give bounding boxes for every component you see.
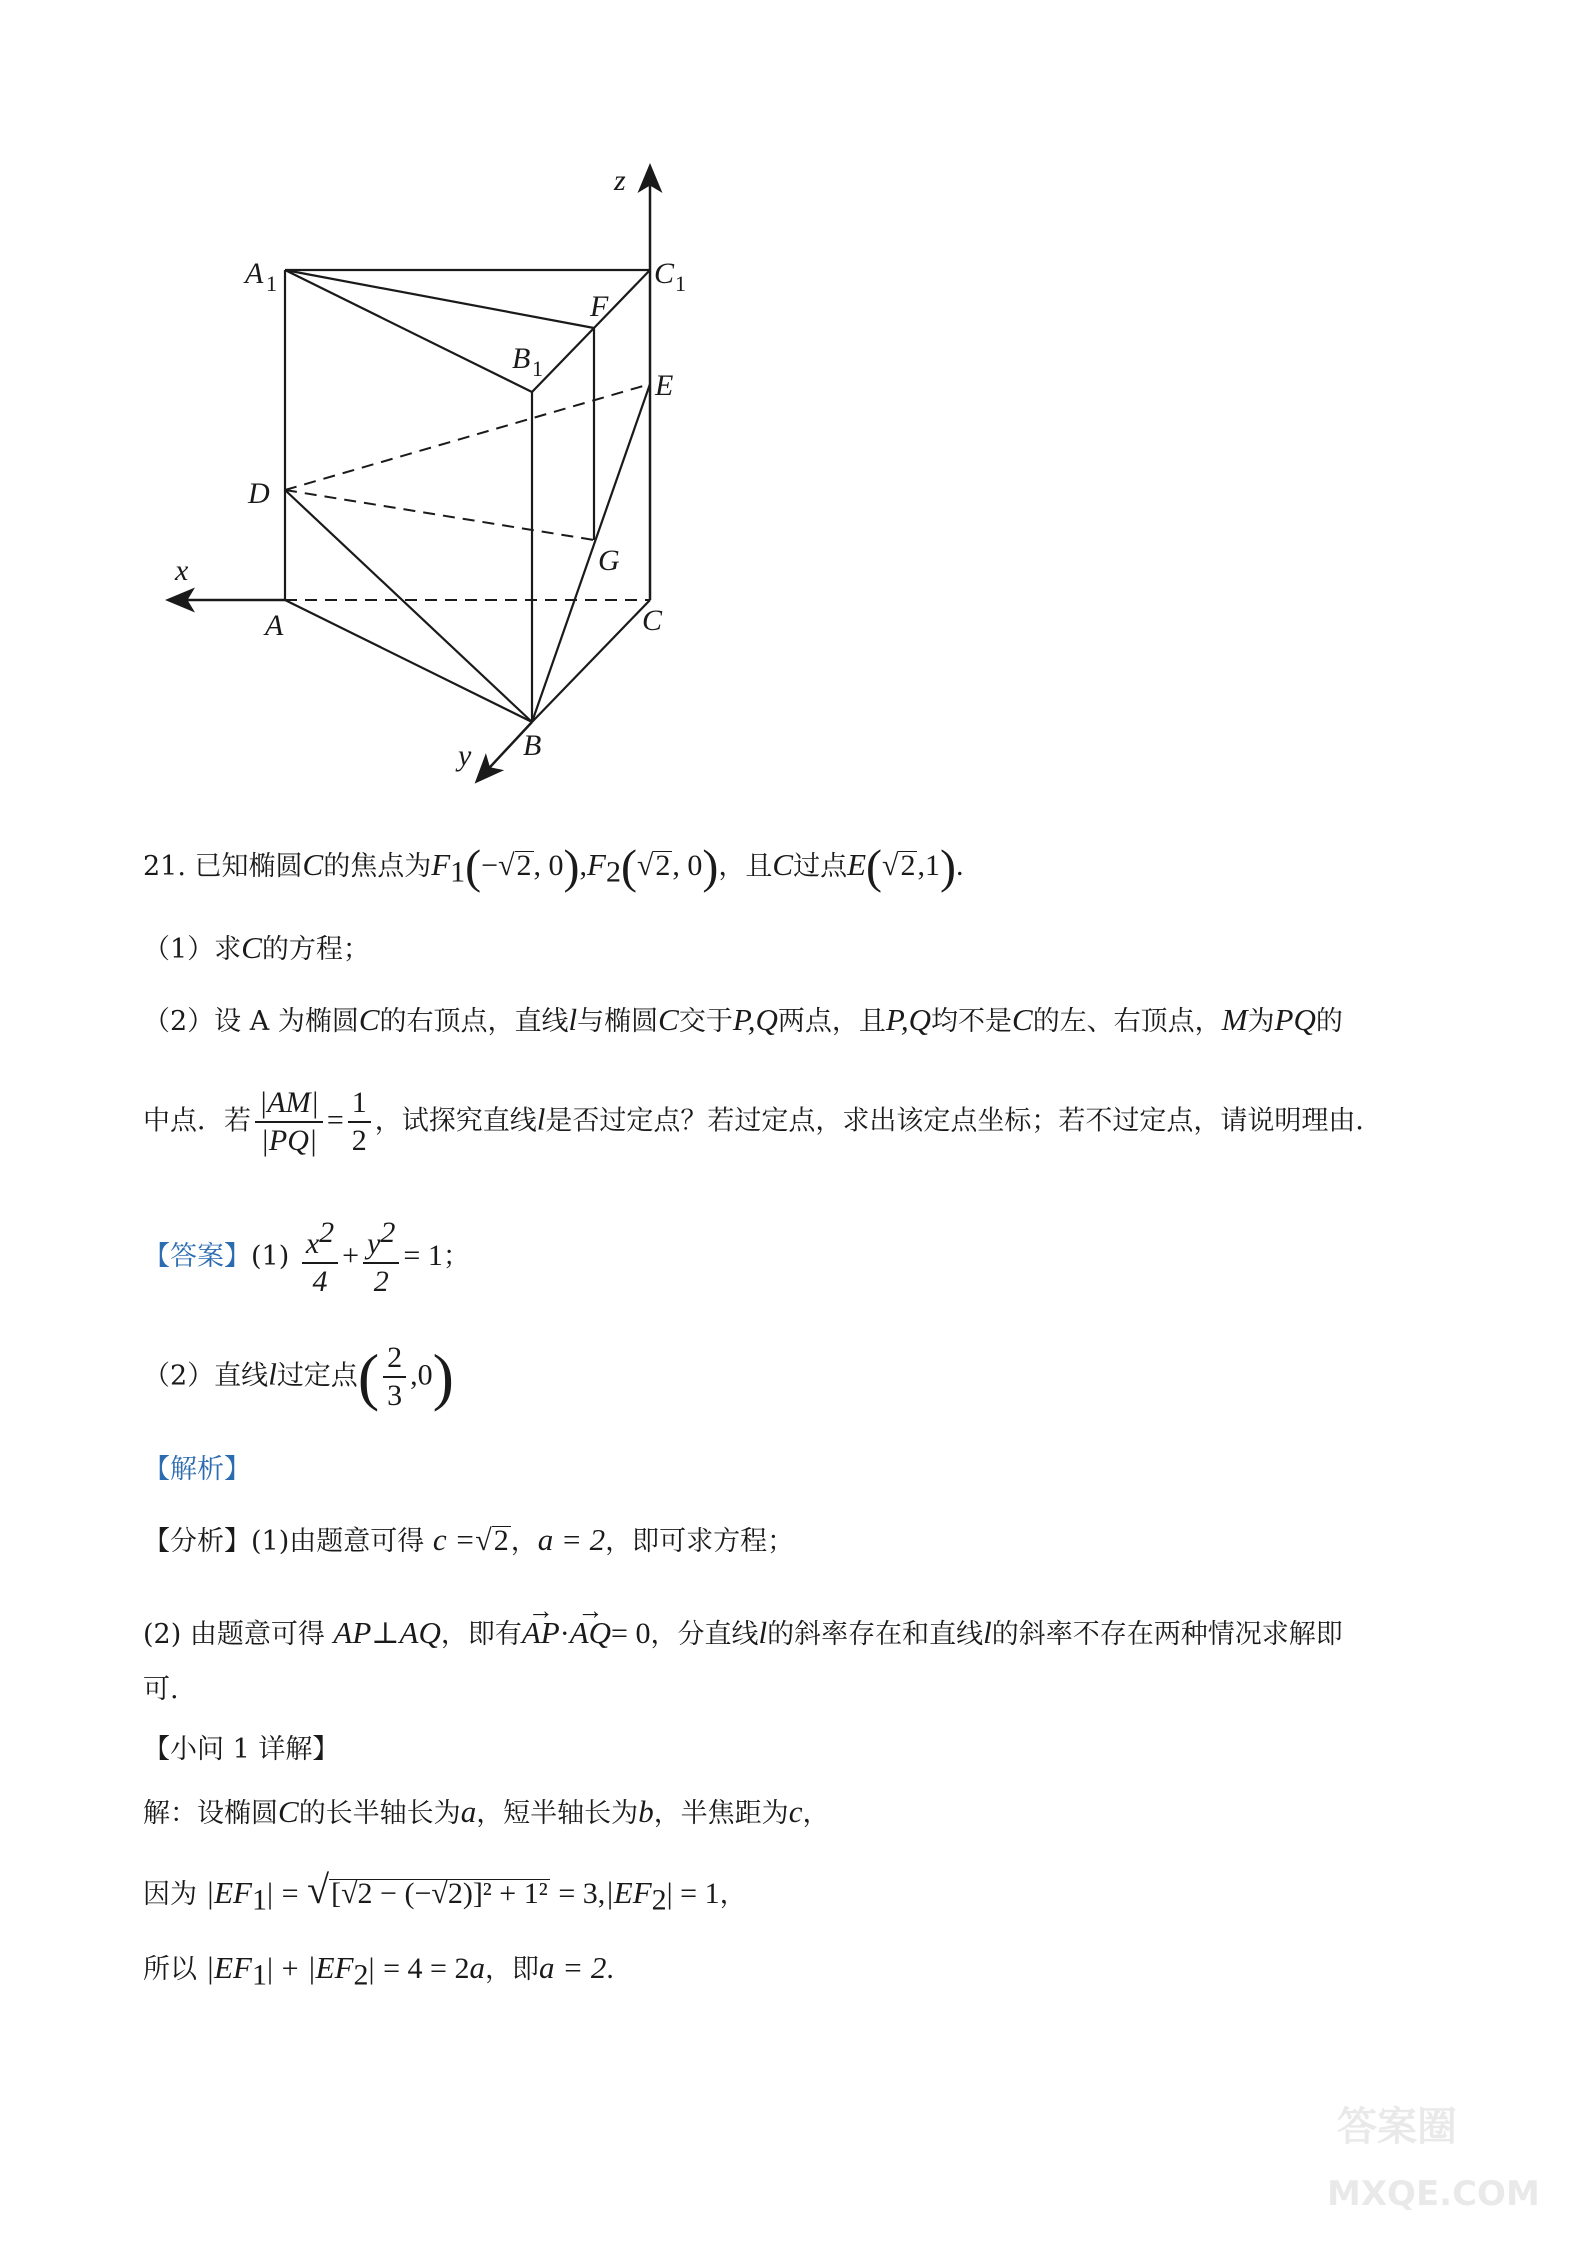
analysis-tag: 【解析】 bbox=[143, 1454, 251, 1485]
label-z: z bbox=[614, 164, 626, 197]
label-b: B bbox=[523, 729, 542, 762]
label-c1-sub: 1 bbox=[675, 271, 686, 296]
analysis-part2: (2) 由题意可得 AP⊥AQ，即有→ AP·→ AQ= 0，分直线l的斜率存在和直线l的斜率不存在两种情况求解即 bbox=[143, 1605, 1343, 1655]
label-b1-sub: 1 bbox=[532, 356, 543, 381]
question-21-part2-line1: （2）设 A 为椭圆C的右顶点，直线l与椭圆C交于P,Q两点，且P,Q均不是C的左、右顶点，M为PQ的 bbox=[143, 1002, 1343, 1037]
answer-part2: （2）直线l过定点( $\frac{2}{3}$ ,0) bbox=[143, 1341, 454, 1412]
label-y: y bbox=[458, 739, 472, 772]
analysis-part2-cont: 可. bbox=[143, 1674, 179, 1705]
watermark-domain: MXQE.COM bbox=[1327, 2174, 1540, 2214]
label-a1: A bbox=[245, 257, 264, 290]
ratio-fraction: $\frac{|AM|}{|PQ|}$ bbox=[255, 1085, 323, 1159]
label-c: C bbox=[642, 604, 663, 637]
question-21-part1: （1）求C的方程； bbox=[143, 930, 370, 965]
analysis-part1: 【分析】(1)由题意可得 c =√2，a = 2，即可求方程； bbox=[143, 1522, 795, 1557]
label-c1: C bbox=[654, 257, 675, 290]
label-g: G bbox=[598, 544, 620, 577]
question-21-stem: 21. 已知椭圆C的焦点为$F_1(-√2$, $0),F_2(√2$, 0)，且C过点E(√2,1). bbox=[143, 840, 964, 894]
site-watermark bbox=[1317, 2065, 1567, 2235]
prism-diagram bbox=[150, 150, 750, 800]
prism-figure bbox=[150, 150, 750, 800]
label-a: A bbox=[265, 609, 284, 642]
detail-step3: 所以 $|EF_1| + |EF_2| = 4 = 2a$，即a = 2. bbox=[143, 1950, 614, 1992]
question-21-part2-line2: 中点．若 $\frac{|AM|}{|PQ|}$ = $\frac{1}{2}$ ，试探究直线l是否过定点？若过定点，求出该定点坐标；若不过定点，请说明理由． bbox=[143, 1086, 1383, 1157]
label-e: E bbox=[655, 369, 674, 402]
label-b1: B bbox=[512, 342, 531, 375]
answer-tag: 【答案】 bbox=[143, 1241, 251, 1272]
detail-tag: 【小问 1 详解】 bbox=[143, 1734, 340, 1765]
detail-step2: 因为 $|EF_1| = √[√2 - (-√2)]^2 + 1^2 = 3,|EF_2| = 1$， bbox=[143, 1867, 747, 1917]
half-fraction: $\frac{1}{2}$ bbox=[348, 1085, 371, 1159]
answer-part1: 【答案】(1) $\frac{x^2}{4}$ + $\frac{y^2}{2}$ = 1； bbox=[143, 1216, 470, 1298]
label-x: x bbox=[175, 554, 189, 587]
label-d: D bbox=[248, 477, 270, 510]
detail-step1: 解：设椭圆C的长半轴长为a，短半轴长为b，半焦距为c， bbox=[143, 1794, 830, 1829]
label-a1-sub: 1 bbox=[266, 271, 277, 296]
label-f: F bbox=[590, 290, 609, 323]
watermark-logo-text: 答案圈 bbox=[1337, 2104, 1457, 2150]
